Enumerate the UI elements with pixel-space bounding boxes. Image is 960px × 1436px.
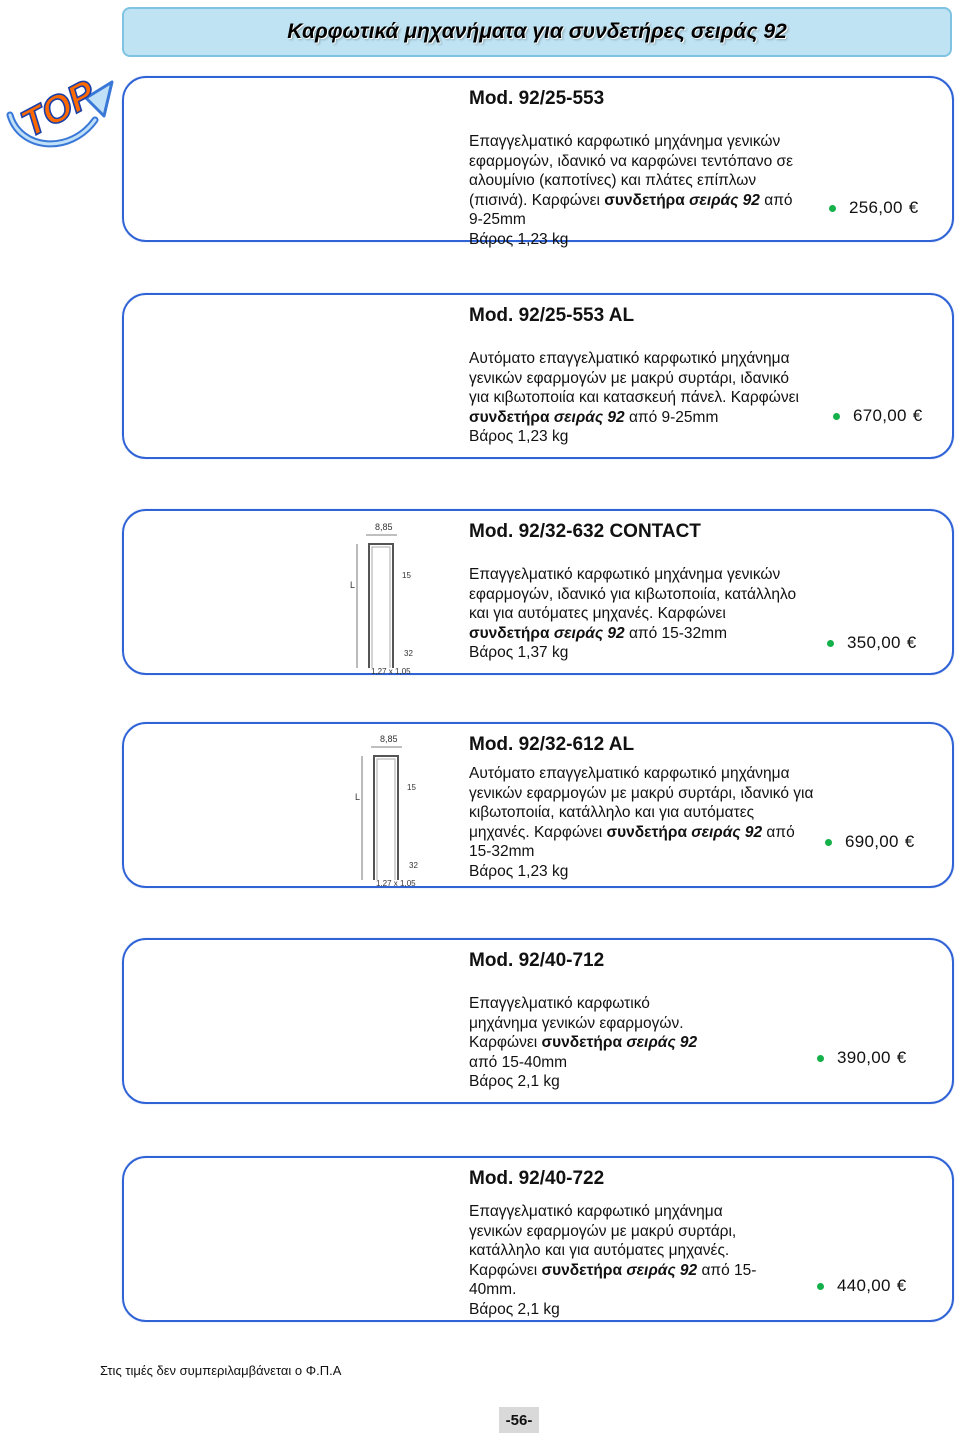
product-weight: Βάρος 2,1 kg xyxy=(469,1073,560,1090)
product-price xyxy=(817,1048,907,1068)
svg-text:32: 32 xyxy=(409,861,418,870)
product-weight: Βάρος 1,37 kg xyxy=(469,644,569,661)
top-badge-icon xyxy=(0,60,125,160)
currency-label: € xyxy=(908,198,919,217)
product-model: Mod. 92/40-712 xyxy=(469,950,605,971)
svg-text:8,85: 8,85 xyxy=(375,522,393,532)
product-model: Mod. 92/40-722 xyxy=(469,1168,605,1189)
product-description: Αυτόματο επαγγελματικό καρφωτικό μηχάνημα γενικών εφαρμογών με μακρύ συρτάρι, ιδανικό για κιβωτοποιία και κατασκευή πάνελ. Καρφώνει συνδετήρα σειράς 92 από 9-25mm xyxy=(469,350,799,426)
product-weight: Βάρος 1,23 kg xyxy=(469,230,569,248)
product-description: Επαγγελματικό καρφωτικό μηχάνημα γενικών εφαρμογών, ιδανικό να καρφώνει τεντόπανο σε αλουμίνιο (καποτίνες) και πλάτες επίπλων (πισινά). Καρφώνει συνδετήρα σειράς 92 από 9-25mm xyxy=(469,133,794,228)
staple-diagram-icon xyxy=(349,518,439,678)
staple-diagram-icon xyxy=(354,730,444,890)
product-price xyxy=(825,832,915,852)
top-badge-label: TOP xyxy=(14,72,103,146)
product-price xyxy=(833,406,923,426)
bullet-icon xyxy=(829,205,836,212)
page-title: Καρφωτικά μηχανήματα για συνδετήρες σειράς 92 xyxy=(287,20,787,43)
svg-text:15: 15 xyxy=(402,571,411,580)
bullet-icon xyxy=(825,839,832,846)
vat-note: Στις τιμές δεν συμπεριλαμβάνεται ο Φ.Π.Α xyxy=(100,1363,342,1378)
bullet-icon xyxy=(833,413,840,420)
svg-text:1,27 x 1,05: 1,27 x 1,05 xyxy=(371,667,411,676)
page-header xyxy=(122,7,952,57)
price-value: 390,00 xyxy=(837,1048,891,1067)
product-weight: Βάρος 2,1 kg xyxy=(469,1300,560,1318)
product-model: Mod. 92/32-612 AL xyxy=(469,734,635,755)
currency-label: € xyxy=(906,633,917,652)
currency-label: € xyxy=(912,406,923,425)
currency-label: € xyxy=(904,832,915,851)
product-description: Επαγγελματικό καρφωτικό μηχάνημα γενικών εφαρμογών με μακρύ συρτάρι, κατάλληλο και για αυτόματες μηχανές. Καρφώνει συνδετήρα σειράς 92 από 15-40mm. xyxy=(469,1203,757,1298)
product-model: Mod. 92/25-553 AL xyxy=(469,305,635,326)
product-price xyxy=(817,1276,907,1296)
svg-text:L: L xyxy=(350,580,356,590)
svg-text:L: L xyxy=(355,792,361,802)
product-weight: Βάρος 1,23 kg xyxy=(469,428,569,445)
price-value: 350,00 xyxy=(847,633,901,652)
bullet-icon xyxy=(827,640,834,647)
price-value: 690,00 xyxy=(845,832,899,851)
product-description: Επαγγελματικό καρφωτικό μηχάνημα γενικών εφαρμογών. Καρφώνει συνδετήρα σειράς 92 από 15-40mm xyxy=(469,995,698,1071)
product-card xyxy=(122,938,954,1104)
product-card xyxy=(122,293,954,459)
product-description: Επαγγελματικό καρφωτικό μηχάνημα γενικών εφαρμογών, ιδανικό για κιβωτοποιία, κατάλληλο και για αυτόματες μηχανές. Καρφώνει συνδετήρα σειράς 92 από 15-32mm xyxy=(469,566,797,642)
product-price xyxy=(827,633,917,653)
svg-text:15: 15 xyxy=(407,783,416,792)
bullet-icon xyxy=(817,1055,824,1062)
product-card xyxy=(122,722,954,888)
currency-label: € xyxy=(896,1048,907,1067)
svg-text:1,27 x 1,05: 1,27 x 1,05 xyxy=(376,879,416,888)
product-model: Mod. 92/25-553 xyxy=(469,88,605,109)
product-description: Αυτόματο επαγγελματικό καρφωτικό μηχάνημα γενικών εφαρμογών με μακρύ συρτάρι, ιδανικό για κιβωτοποιία, κατάλληλο και για αυτόματες μηχανές. Καρφώνει συνδετήρα σειράς 92 από 15-32mm xyxy=(469,765,814,860)
product-weight: Βάρος 1,23 kg xyxy=(469,862,569,880)
product-price xyxy=(829,198,919,218)
product-card xyxy=(122,1156,954,1322)
price-value: 256,00 xyxy=(849,198,903,217)
bullet-icon xyxy=(817,1283,824,1290)
currency-label: € xyxy=(896,1276,907,1295)
price-value: 440,00 xyxy=(837,1276,891,1295)
svg-text:8,85: 8,85 xyxy=(380,734,398,744)
svg-text:32: 32 xyxy=(404,649,413,658)
page-number: -56- xyxy=(499,1407,539,1433)
price-value: 670,00 xyxy=(853,406,907,425)
product-card xyxy=(122,509,954,675)
product-model: Mod. 92/32-632 CONTACT xyxy=(469,521,701,542)
product-card xyxy=(122,76,954,248)
